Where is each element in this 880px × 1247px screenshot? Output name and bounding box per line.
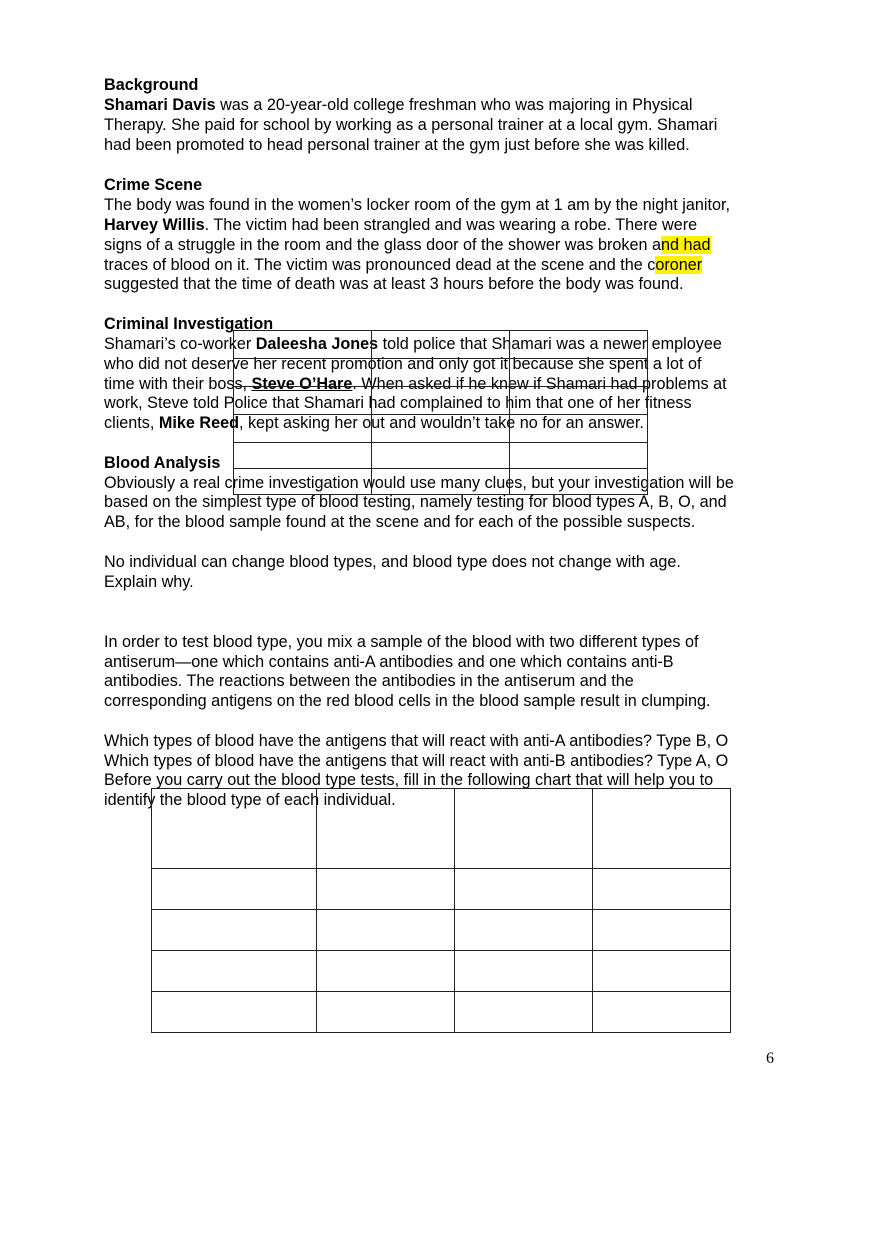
investigation-text: time with their boss,: [104, 375, 252, 393]
small-empty-table: [233, 330, 648, 495]
table-cell[interactable]: [234, 415, 372, 443]
blood-type-chart: [151, 788, 731, 1033]
crime-scene-line: [104, 255, 784, 275]
table-cell[interactable]: [372, 359, 510, 387]
background-line: [104, 95, 784, 115]
page-number: 6: [766, 1050, 774, 1067]
investigation-text: clients,: [104, 414, 159, 432]
crime-scene-text: . The victim had been strangled and was wearing a robe. There were: [204, 216, 698, 234]
boss-name: Steve O’Hare: [251, 375, 353, 393]
crime-scene-text: signs of a struggle in the room and the glass door of the shower was broken a: [104, 236, 661, 254]
table-cell[interactable]: [510, 359, 648, 387]
crime-scene-text: traces of blood on it. The victim was pronounced dead at the scene and the c: [104, 256, 656, 274]
chart-cell[interactable]: [593, 992, 731, 1033]
highlighted-text: oroner: [655, 256, 703, 274]
chart-cell[interactable]: [152, 910, 317, 951]
crime-scene-line: The body was found in the women’s locker room of the gym at 1 am by the night janitor,: [104, 196, 730, 214]
highlighted-text: nd had: [661, 236, 711, 254]
table-cell[interactable]: [234, 359, 372, 387]
chart-instruction: Before you carry out the blood type tests, fill in the following chart that will help you to: [104, 771, 714, 789]
table-cell[interactable]: [372, 387, 510, 415]
table-cell[interactable]: [234, 387, 372, 415]
chart-cell[interactable]: [317, 992, 455, 1033]
chart-cell[interactable]: [455, 992, 593, 1033]
chart-cell[interactable]: [593, 951, 731, 992]
table-cell[interactable]: [372, 443, 510, 469]
chart-cell[interactable]: [455, 951, 593, 992]
question-line: Explain why.: [104, 573, 194, 591]
blood-analysis-heading: Blood Analysis: [104, 454, 221, 472]
table-cell[interactable]: [510, 415, 648, 443]
investigation-text: . When asked if he knew if Shamari had problems at: [352, 375, 727, 393]
crime-scene-line: [104, 215, 784, 235]
table-cell[interactable]: [510, 387, 648, 415]
table-cell[interactable]: [510, 443, 648, 469]
table-cell[interactable]: [372, 331, 510, 359]
blood-analysis-line: based on the simplest type of blood testing, namely testing for blood types A, B, O, and: [104, 493, 727, 511]
background-line: had been promoted to head personal trainer at the gym just before she was killed.: [104, 136, 690, 154]
chart-cell[interactable]: [593, 910, 731, 951]
question-line: No individual can change blood types, and blood type does not change with age.: [104, 553, 681, 571]
chart-header-cell[interactable]: [593, 789, 731, 869]
chart-header-cell[interactable]: [152, 789, 317, 869]
procedure-line: antiserum—one which contains anti-A antibodies and one which contains anti-B: [104, 653, 674, 671]
crime-scene-line: [104, 235, 784, 255]
background-heading: Background: [104, 76, 199, 94]
chart-cell[interactable]: [317, 910, 455, 951]
table-cell[interactable]: [510, 331, 648, 359]
procedure-line: antibodies. The reactions between the antibodies in the antiserum and the: [104, 672, 634, 690]
janitor-name: Harvey Willis: [104, 216, 205, 234]
chart-instruction: identify the blood type of each individual.: [104, 791, 396, 809]
chart-cell[interactable]: [593, 869, 731, 910]
investigation-text: Shamari’s co-worker: [104, 335, 256, 353]
procedure-line: In order to test blood type, you mix a sample of the blood with two different types of: [104, 633, 699, 651]
blood-analysis-line: AB, for the blood sample found at the scene and for each of the possible suspects.: [104, 513, 696, 531]
antigen-question: Which types of blood have the antigens that will react with anti-A antibodies? Type B, O: [104, 732, 729, 750]
chart-cell[interactable]: [152, 992, 317, 1033]
table-cell[interactable]: [234, 331, 372, 359]
chart-cell[interactable]: [455, 869, 593, 910]
table-cell[interactable]: [372, 415, 510, 443]
investigation-line: work, Steve told Police that Shamari had complained to him that one of her fitness: [104, 394, 692, 412]
victim-name: Shamari Davis: [104, 96, 216, 114]
chart-cell[interactable]: [455, 910, 593, 951]
table-cell[interactable]: [234, 469, 372, 495]
blood-analysis-line: Obviously a real crime investigation would use many clues, but your investigation will be: [104, 474, 734, 492]
chart-cell[interactable]: [152, 951, 317, 992]
chart-header-cell[interactable]: [317, 789, 455, 869]
background-line: Therapy. She paid for school by working as a personal trainer at a local gym. Shamari: [104, 116, 718, 134]
chart-header-cell[interactable]: [455, 789, 593, 869]
coworker-name: Daleesha Jones: [255, 335, 379, 353]
criminal-investigation-heading: Criminal Investigation: [104, 315, 274, 333]
table-cell[interactable]: [372, 469, 510, 495]
table-cell[interactable]: [234, 443, 372, 469]
investigation-line: who did not deserve her recent promotion and only got it because she spent a lot of: [104, 355, 702, 373]
antigen-question: Which types of blood have the antigens that will react with anti-B antibodies? Type A, O: [104, 752, 729, 770]
procedure-line: corresponding antigens on the red blood cells in the blood sample result in clumping.: [104, 692, 711, 710]
crime-scene-heading: Crime Scene: [104, 176, 203, 194]
chart-cell[interactable]: [317, 951, 455, 992]
chart-cell[interactable]: [152, 869, 317, 910]
background-text: was a 20-year-old college freshman who was majoring in Physical: [215, 96, 693, 114]
client-name: Mike Reed: [158, 414, 239, 432]
investigation-text: told police that Shamari was a newer employee: [378, 335, 722, 353]
investigation-text: , kept asking her out and wouldn’t take no for an answer.: [238, 414, 644, 432]
table-cell[interactable]: [510, 469, 648, 495]
crime-scene-line: suggested that the time of death was at least 3 hours before the body was found.: [104, 275, 684, 293]
chart-cell[interactable]: [317, 869, 455, 910]
